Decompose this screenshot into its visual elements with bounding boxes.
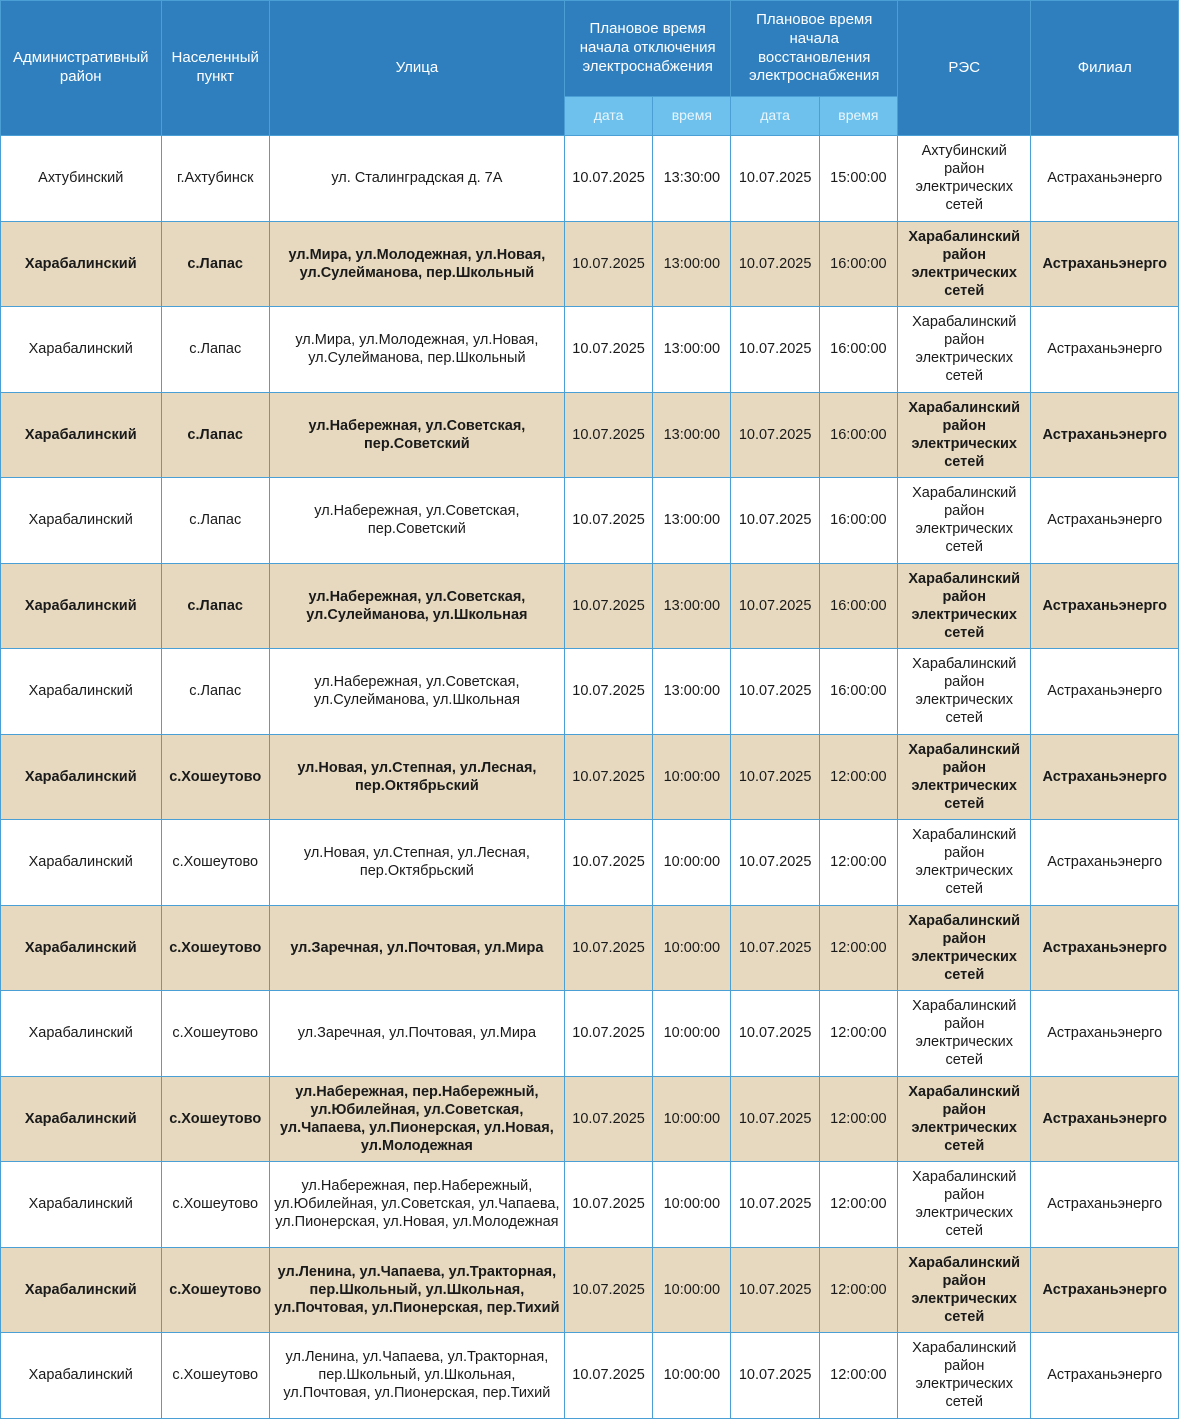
table-row xyxy=(1,1247,1179,1333)
cell-restore-time: 16:00:00 xyxy=(819,649,897,735)
table-row xyxy=(1,905,1179,991)
cell-branch: Астраханьэнерго xyxy=(1031,221,1179,307)
cell-branch: Астраханьэнерго xyxy=(1031,136,1179,222)
cell-restore-time: 12:00:00 xyxy=(819,905,897,991)
cell-street: ул.Ленина, ул.Чапаева, ул.Тракторная, пер.Школьный, ул.Школьная, ул.Почтовая, ул.Пионерская, пер.Тихий xyxy=(269,1333,564,1419)
cell-restore-date: 10.07.2025 xyxy=(731,734,819,820)
cell-district: Харабалинский xyxy=(1,649,162,735)
cell-street: ул.Заречная, ул.Почтовая, ул.Мира xyxy=(269,991,564,1077)
cell-res: Харабалинский район электрических сетей xyxy=(898,991,1031,1077)
cell-settlement: с.Хошеутово xyxy=(161,1076,269,1162)
cell-restore-date: 10.07.2025 xyxy=(731,820,819,906)
cell-street: ул.Набережная, ул.Советская, ул.Сулейманова, ул.Школьная xyxy=(269,563,564,649)
cell-restore-time: 16:00:00 xyxy=(819,221,897,307)
cell-restore-time: 12:00:00 xyxy=(819,1333,897,1419)
cell-street: ул.Мира, ул.Молодежная, ул.Новая, ул.Сулейманова, пер.Школьный xyxy=(269,221,564,307)
cell-district: Харабалинский xyxy=(1,734,162,820)
header-row-main xyxy=(1,1,1179,97)
cell-branch: Астраханьэнерго xyxy=(1031,991,1179,1077)
table-row xyxy=(1,563,1179,649)
cell-restore-date: 10.07.2025 xyxy=(731,307,819,393)
cell-res: Харабалинский район электрических сетей xyxy=(898,563,1031,649)
cell-restore-time: 15:00:00 xyxy=(819,136,897,222)
cell-restore-date: 10.07.2025 xyxy=(731,1162,819,1248)
table-row xyxy=(1,307,1179,393)
cell-res: Харабалинский район электрических сетей xyxy=(898,307,1031,393)
cell-branch: Астраханьэнерго xyxy=(1031,649,1179,735)
cell-settlement: с.Лапас xyxy=(161,563,269,649)
cell-street: ул.Набережная, пер.Набережный, ул.Юбилейная, ул.Советская, ул.Чапаева, ул.Пионерская, ул.Новая, ул.Молодежная xyxy=(269,1162,564,1248)
cell-res: Харабалинский район электрических сетей xyxy=(898,820,1031,906)
table-row xyxy=(1,478,1179,564)
table-row xyxy=(1,734,1179,820)
cell-shutdown-time: 13:00:00 xyxy=(653,221,731,307)
cell-shutdown-date: 10.07.2025 xyxy=(564,392,652,478)
header-branch: Филиал xyxy=(1031,1,1179,136)
cell-street: ул.Набережная, ул.Советская, пер.Советский xyxy=(269,478,564,564)
cell-shutdown-date: 10.07.2025 xyxy=(564,734,652,820)
cell-restore-date: 10.07.2025 xyxy=(731,649,819,735)
cell-res: Харабалинский район электрических сетей xyxy=(898,478,1031,564)
cell-district: Харабалинский xyxy=(1,221,162,307)
cell-branch: Астраханьэнерго xyxy=(1031,307,1179,393)
cell-shutdown-time: 10:00:00 xyxy=(653,820,731,906)
header-shutdown-date: дата xyxy=(564,97,652,136)
cell-settlement: с.Хошеутово xyxy=(161,991,269,1077)
cell-shutdown-time: 13:00:00 xyxy=(653,392,731,478)
cell-branch: Астраханьэнерго xyxy=(1031,820,1179,906)
cell-shutdown-date: 10.07.2025 xyxy=(564,221,652,307)
cell-settlement: с.Хошеутово xyxy=(161,1247,269,1333)
cell-street: ул.Набережная, ул.Советская, ул.Сулейманова, ул.Школьная xyxy=(269,649,564,735)
cell-restore-time: 12:00:00 xyxy=(819,820,897,906)
cell-res: Харабалинский район электрических сетей xyxy=(898,1247,1031,1333)
cell-shutdown-time: 10:00:00 xyxy=(653,1076,731,1162)
cell-shutdown-date: 10.07.2025 xyxy=(564,1162,652,1248)
cell-shutdown-time: 13:00:00 xyxy=(653,478,731,564)
table-row xyxy=(1,649,1179,735)
cell-shutdown-time: 13:00:00 xyxy=(653,563,731,649)
cell-shutdown-time: 13:00:00 xyxy=(653,307,731,393)
table-row xyxy=(1,392,1179,478)
cell-branch: Астраханьэнерго xyxy=(1031,1333,1179,1419)
cell-shutdown-date: 10.07.2025 xyxy=(564,136,652,222)
cell-res: Харабалинский район электрических сетей xyxy=(898,392,1031,478)
cell-settlement: с.Лапас xyxy=(161,478,269,564)
header-restore-clock: время xyxy=(819,97,897,136)
table-row xyxy=(1,221,1179,307)
cell-street: ул.Набережная, ул.Советская, пер.Советский xyxy=(269,392,564,478)
cell-restore-date: 10.07.2025 xyxy=(731,1076,819,1162)
cell-restore-date: 10.07.2025 xyxy=(731,1247,819,1333)
cell-district: Харабалинский xyxy=(1,563,162,649)
cell-district: Харабалинский xyxy=(1,1162,162,1248)
cell-restore-time: 16:00:00 xyxy=(819,307,897,393)
cell-restore-time: 12:00:00 xyxy=(819,734,897,820)
cell-settlement: с.Лапас xyxy=(161,221,269,307)
cell-street: ул.Новая, ул.Степная, ул.Лесная, пер.Октябрьский xyxy=(269,734,564,820)
cell-res: Харабалинский район электрических сетей xyxy=(898,221,1031,307)
cell-restore-time: 12:00:00 xyxy=(819,991,897,1077)
cell-restore-date: 10.07.2025 xyxy=(731,221,819,307)
cell-restore-date: 10.07.2025 xyxy=(731,1333,819,1419)
cell-district: Ахтубинский xyxy=(1,136,162,222)
table-body xyxy=(1,136,1179,1419)
cell-restore-time: 12:00:00 xyxy=(819,1162,897,1248)
cell-settlement: с.Хошеутово xyxy=(161,905,269,991)
table-row xyxy=(1,1333,1179,1419)
cell-street: ул.Набережная, пер.Набережный, ул.Юбилейная, ул.Советская, ул.Чапаева, ул.Пионерская, ул.Новая, ул.Молодежная xyxy=(269,1076,564,1162)
cell-shutdown-date: 10.07.2025 xyxy=(564,649,652,735)
cell-settlement: с.Лапас xyxy=(161,649,269,735)
cell-street: ул.Новая, ул.Степная, ул.Лесная, пер.Октябрьский xyxy=(269,820,564,906)
table-row xyxy=(1,1162,1179,1248)
cell-shutdown-time: 10:00:00 xyxy=(653,1247,731,1333)
cell-district: Харабалинский xyxy=(1,1333,162,1419)
cell-restore-time: 12:00:00 xyxy=(819,1247,897,1333)
cell-restore-date: 10.07.2025 xyxy=(731,478,819,564)
cell-street: ул.Мира, ул.Молодежная, ул.Новая, ул.Сулейманова, пер.Школьный xyxy=(269,307,564,393)
table-row xyxy=(1,136,1179,222)
cell-shutdown-time: 10:00:00 xyxy=(653,905,731,991)
cell-restore-time: 16:00:00 xyxy=(819,563,897,649)
cell-settlement: с.Хошеутово xyxy=(161,1162,269,1248)
cell-branch: Астраханьэнерго xyxy=(1031,392,1179,478)
cell-settlement: с.Лапас xyxy=(161,392,269,478)
cell-shutdown-date: 10.07.2025 xyxy=(564,905,652,991)
header-restore-time: Плановое время начала восстановления электроснабжения xyxy=(731,1,898,97)
cell-district: Харабалинский xyxy=(1,905,162,991)
header-res: РЭС xyxy=(898,1,1031,136)
header-street: Улица xyxy=(269,1,564,136)
header-shutdown-time: Плановое время начала отключения электроснабжения xyxy=(564,1,731,97)
cell-res: Ахтубинский район электрических сетей xyxy=(898,136,1031,222)
cell-restore-date: 10.07.2025 xyxy=(731,136,819,222)
cell-res: Харабалинский район электрических сетей xyxy=(898,1162,1031,1248)
cell-settlement: с.Хошеутово xyxy=(161,1333,269,1419)
header-district: Административный район xyxy=(1,1,162,136)
cell-shutdown-time: 10:00:00 xyxy=(653,1162,731,1248)
cell-shutdown-date: 10.07.2025 xyxy=(564,563,652,649)
cell-district: Харабалинский xyxy=(1,1076,162,1162)
cell-res: Харабалинский район электрических сетей xyxy=(898,649,1031,735)
cell-restore-date: 10.07.2025 xyxy=(731,905,819,991)
cell-district: Харабалинский xyxy=(1,820,162,906)
table-row xyxy=(1,1076,1179,1162)
cell-shutdown-time: 10:00:00 xyxy=(653,734,731,820)
cell-shutdown-date: 10.07.2025 xyxy=(564,820,652,906)
cell-shutdown-time: 13:30:00 xyxy=(653,136,731,222)
cell-res: Харабалинский район электрических сетей xyxy=(898,1076,1031,1162)
cell-shutdown-date: 10.07.2025 xyxy=(564,1247,652,1333)
cell-branch: Астраханьэнерго xyxy=(1031,905,1179,991)
header-restore-date: дата xyxy=(731,97,819,136)
cell-shutdown-time: 13:00:00 xyxy=(653,649,731,735)
cell-branch: Астраханьэнерго xyxy=(1031,1076,1179,1162)
cell-settlement: с.Хошеутово xyxy=(161,820,269,906)
cell-shutdown-time: 10:00:00 xyxy=(653,991,731,1077)
cell-restore-date: 10.07.2025 xyxy=(731,563,819,649)
cell-shutdown-date: 10.07.2025 xyxy=(564,307,652,393)
cell-res: Харабалинский район электрических сетей xyxy=(898,1333,1031,1419)
cell-restore-time: 16:00:00 xyxy=(819,392,897,478)
cell-branch: Астраханьэнерго xyxy=(1031,1162,1179,1248)
cell-street: ул.Ленина, ул.Чапаева, ул.Тракторная, пер.Школьный, ул.Школьная, ул.Почтовая, ул.Пионерская, пер.Тихий xyxy=(269,1247,564,1333)
cell-restore-time: 16:00:00 xyxy=(819,478,897,564)
cell-district: Харабалинский xyxy=(1,392,162,478)
cell-settlement: с.Хошеутово xyxy=(161,734,269,820)
table-header xyxy=(1,1,1179,136)
cell-district: Харабалинский xyxy=(1,478,162,564)
cell-shutdown-date: 10.07.2025 xyxy=(564,1076,652,1162)
cell-district: Харабалинский xyxy=(1,307,162,393)
cell-branch: Астраханьэнерго xyxy=(1031,1247,1179,1333)
cell-street: ул.Заречная, ул.Почтовая, ул.Мира xyxy=(269,905,564,991)
cell-settlement: с.Лапас xyxy=(161,307,269,393)
cell-branch: Астраханьэнерго xyxy=(1031,734,1179,820)
cell-shutdown-date: 10.07.2025 xyxy=(564,478,652,564)
table-row xyxy=(1,820,1179,906)
cell-district: Харабалинский xyxy=(1,1247,162,1333)
cell-street: ул. Сталинградская д. 7А xyxy=(269,136,564,222)
cell-res: Харабалинский район электрических сетей xyxy=(898,734,1031,820)
cell-shutdown-time: 10:00:00 xyxy=(653,1333,731,1419)
cell-branch: Астраханьэнерго xyxy=(1031,563,1179,649)
header-shutdown-clock: время xyxy=(653,97,731,136)
header-settlement: Населенный пункт xyxy=(161,1,269,136)
cell-restore-date: 10.07.2025 xyxy=(731,392,819,478)
table-row xyxy=(1,991,1179,1077)
cell-res: Харабалинский район электрических сетей xyxy=(898,905,1031,991)
cell-restore-time: 12:00:00 xyxy=(819,1076,897,1162)
cell-shutdown-date: 10.07.2025 xyxy=(564,991,652,1077)
cell-restore-date: 10.07.2025 xyxy=(731,991,819,1077)
cell-settlement: г.Ахтубинск xyxy=(161,136,269,222)
cell-district: Харабалинский xyxy=(1,991,162,1077)
cell-shutdown-date: 10.07.2025 xyxy=(564,1333,652,1419)
cell-branch: Астраханьэнерго xyxy=(1031,478,1179,564)
